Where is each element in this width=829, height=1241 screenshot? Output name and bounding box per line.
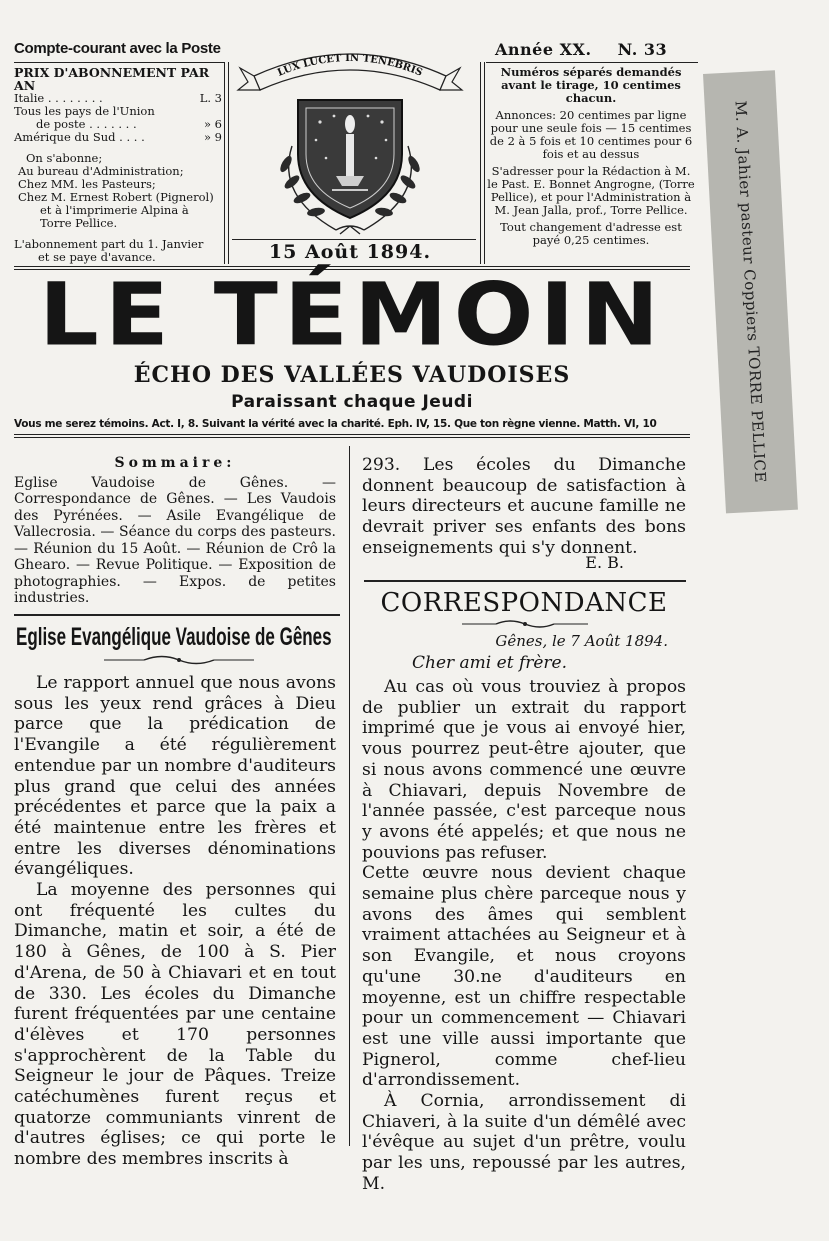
article-signature: E. B. — [585, 553, 624, 572]
rate-label: de poste . . . . . . . — [36, 117, 137, 131]
rate-label: Italie . . . . . . . . — [14, 91, 103, 105]
subscription-box — [14, 66, 222, 264]
rate-value: » 6 — [203, 117, 222, 131]
postal-account-line: Compte-courant avec la Poste — [14, 40, 221, 57]
number-label: N. 33 — [617, 40, 668, 59]
rate-value: L. 3 — [199, 91, 222, 105]
rule — [486, 62, 698, 63]
address-change-fee: Tout changement d'adresse est payé 0,25 centimes. — [500, 220, 682, 247]
letter-paragraph: Cette œuvre nous devient chaque semaine plus chère parceque nous y avons des âmes qui semblent vraiment attachées au Seigneur et à son Evangile, et nous croyons qu'une 30.ne d'auditeurs en moyenne, est un chiffre respectable pour un commencement — Chiavari est une ville aussi importante que Pignerol, comme chef-lieu d'arrondissement. — [362, 863, 686, 1091]
ornament — [104, 655, 254, 665]
text-line: et se paye d'avance. — [38, 250, 156, 264]
stamp-text: M. A. Jahier pasteur Coppiers TORRE PELLICE — [731, 100, 770, 484]
subscription-title: PRIX D'ABONNEMENT PAR AN — [14, 65, 210, 93]
publication-frequency: Paraissant chaque Jeudi — [231, 392, 473, 412]
ornament — [462, 619, 588, 629]
seal-motto: LUX LUCET IN TENEBRIS — [276, 52, 424, 79]
article-paragraph: Le rapport annuel que nous avons sous les yeux rend grâces à Dieu parce que la prédication de l'Evangile a été régulièrement entendue par un nombre d'auditeurs plus grand que celui des années précédentes et parce que la paix a été maintenue entre les frères et entre les diverses dénominations évangéliques. — [14, 673, 336, 880]
article-continuation — [362, 455, 686, 559]
article-heading: Eglise Evangélique Vaudoise de Gênes — [16, 623, 332, 651]
seal-emblem — [236, 46, 464, 238]
newspaper-subtitle: ÉCHO DES VALLÉES VAUDOISES — [133, 362, 571, 388]
single-issue-price: Numéros séparés demandés avant le tirage, 10 centimes chacun. — [500, 65, 682, 105]
rule — [232, 239, 476, 240]
article-paragraph: La moyenne des personnes qui ont fréquenté les cultes du Dimanche, matin et soir, a été de 180 à Gênes, de 100 à S. Pier d'Arena, de 50 à Chiavari et en tout de 330. Les écoles du Dimanche furent fréquentées par une centaine d'élèves et 170 personnes s'approchèrent de la Table du Seigneur le jour de Pâques. Treize catéchumènes furent reçus et quatorze communiants vinrent de d'autres églises; ce qui porte le nombre des membres inscrits à — [14, 880, 336, 1170]
summary-text: Eglise Vaudoise de Gênes. — Correspondance de Gênes. — Les Vaudois des Pyrénées. — Asile Evangélique de Vallecrosia. — Séance du corps des pasteurs. — Réunion du 15 Août. — Réunion de Crô la Ghearo. — Revue Politique. — Exposition de photographies. — Expos. de petites industries. — [14, 474, 336, 606]
bible-verses-line: Vous me serez témoins. Act. I, 8. Suivant la vérité avec la charité. Eph. IV, 15. Que ton règne vienne. Matth. VI, 10 — [14, 418, 657, 430]
address-stamp — [703, 70, 798, 513]
text-line: Chez MM. les Pasteurs; — [18, 177, 156, 191]
correspondance-heading: CORRESPONDANCE — [380, 588, 668, 618]
text-line: L'abonnement part du 1. Janvier — [14, 237, 204, 251]
rate-label: Tous les pays de l'Union — [14, 104, 155, 118]
text-line: On s'abonne; — [26, 151, 103, 165]
rule — [14, 434, 690, 435]
rule — [480, 62, 481, 264]
rate-row — [14, 131, 222, 144]
summary-title: Sommaire: — [114, 455, 236, 471]
rule — [484, 62, 485, 264]
text-line: Torre Pellice. — [40, 216, 118, 230]
rule — [14, 62, 224, 63]
letter-body — [362, 677, 686, 1195]
issue-date: 15 Août 1894. — [268, 241, 432, 263]
letter-greeting: Cher ami et frère. — [412, 653, 568, 673]
advertising-rates: Annonces: 20 centimes par ligne pour une seule fois — 15 centimes de 2 à 5 fois et 10 centimes pour 6 fois et au dessus — [489, 108, 693, 161]
letter-place-date: Gênes, le 7 Août 1894. — [495, 632, 668, 650]
text-line: Chez M. Ernest Robert (Pignerol) — [18, 190, 214, 204]
rates-list — [14, 92, 222, 144]
article-paragraph: 293. Les écoles du Dimanche donnent beaucoup de satisfaction à leurs directeurs et aucune famille ne devrait priver ses enfants des bons enseignements qui s'y donnent. — [362, 455, 686, 558]
rule — [14, 437, 690, 438]
letter-paragraph: À Cornia, arrondissement di Chiaveri, à la suite d'un démêlé avec l'évêque au sujet d'un prêtre, voulu par les uns, repoussé par les autres, M. — [362, 1091, 686, 1194]
newspaper-title: LE TÉMOIN — [38, 265, 666, 366]
rate-value: » 9 — [203, 130, 222, 144]
year-label: Année XX. — [495, 40, 592, 59]
rule — [224, 62, 225, 264]
text-line: Au bureau d'Administration; — [18, 164, 184, 178]
info-box — [486, 66, 696, 251]
letter-paragraph: Au cas où vous trouviez à propos de publier un extrait du rapport imprimé que je vous ai envoyé hier, vous pourrez peut-être ajouter, que si nous avons commencé une œuvre à Chiavari, depuis Novembre de l'année passée, c'est parceque nous y avons été appelés; et que nous ne pouvions pas refuser. — [362, 677, 686, 863]
subscribe-where — [14, 152, 222, 230]
issue-number — [495, 40, 667, 59]
rate-label: Amérique du Sud . . . . — [14, 130, 145, 144]
contact-address: S'adresser pour la Rédaction à M. le Past. E. Bonnet Angrogne, (Torre Pellice), et pour l'Administration à M. Jean Jalla, prof., Torre Pellice. — [487, 164, 695, 217]
column-divider — [349, 446, 350, 1146]
rule — [228, 62, 229, 264]
summary — [14, 455, 336, 607]
article-body — [14, 673, 336, 1170]
text-line: et à l'imprimerie Alpina à — [40, 203, 189, 217]
rule — [364, 580, 686, 582]
subscription-start — [14, 238, 222, 264]
rule — [14, 614, 340, 616]
